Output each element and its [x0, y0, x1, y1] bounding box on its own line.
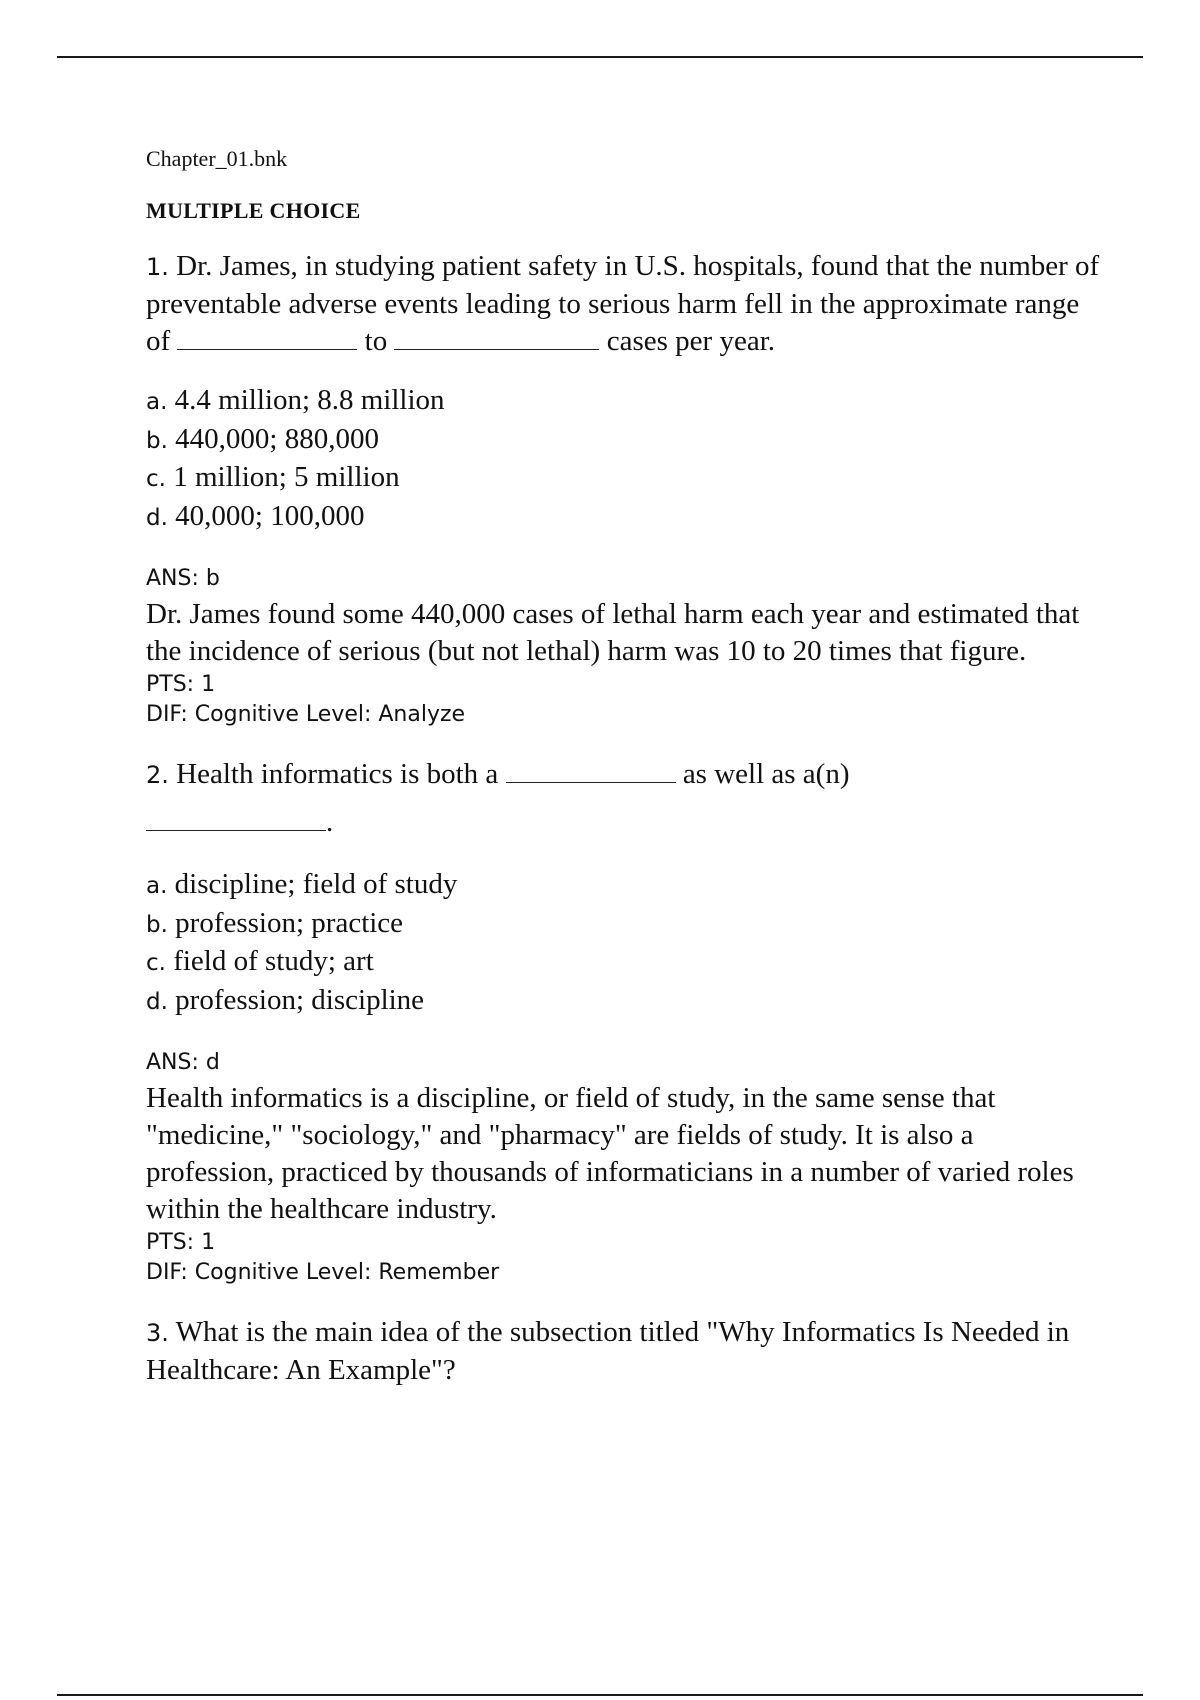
top-divider — [57, 56, 1143, 58]
question-stem-end: . — [326, 806, 334, 838]
option-letter: d. — [146, 504, 168, 531]
option-c — [146, 459, 1106, 498]
question-stem-part2: to — [364, 325, 388, 357]
question-stem — [146, 1314, 1106, 1389]
option-d — [146, 498, 1106, 537]
answer-blank-line — [146, 806, 1106, 844]
question-number: 1. — [146, 253, 169, 281]
question-stem-part2: as well as a(n) — [682, 758, 850, 790]
option-text: profession; discipline — [175, 983, 425, 1016]
question-stem-part3: cases per year. — [606, 325, 775, 357]
question-stem-part1: Health informatics is both a — [176, 758, 499, 790]
difficulty: DIF: Cognitive Level: Remember — [146, 1260, 500, 1285]
option-text: 1 million; 5 million — [173, 461, 400, 493]
option-text: field of study; art — [173, 945, 374, 977]
file-name: Chapter_01.bnk — [146, 146, 288, 171]
points: PTS: 1 — [146, 672, 216, 697]
option-letter: d. — [146, 988, 168, 1015]
option-c — [146, 943, 1106, 982]
answer-block — [146, 564, 1106, 730]
option-letter: c. — [146, 950, 166, 976]
answer-options — [146, 866, 1106, 1020]
points: PTS: 1 — [146, 1230, 216, 1255]
answer-key: ANS: b — [146, 566, 220, 591]
answer-blank — [177, 327, 357, 350]
question-stem-part1: Dr. James, in studying patient safety in U.S. hospitals, found that the number of preventable adverse events leading to serious harm fell in the approximate range of — [146, 250, 1100, 357]
section-heading: MULTIPLE CHOICE — [146, 198, 361, 223]
question-number: 3. — [146, 1319, 169, 1347]
option-text: 440,000; 880,000 — [175, 422, 379, 455]
question-stem — [146, 248, 1106, 360]
answer-key: ANS: d — [146, 1050, 220, 1075]
answer-blank — [146, 808, 326, 831]
option-letter: c. — [146, 466, 166, 492]
bottom-divider — [57, 1694, 1143, 1696]
option-letter: b. — [146, 911, 168, 938]
option-d — [146, 982, 1106, 1021]
answer-block — [146, 1048, 1106, 1288]
question-stem-text: What is the main idea of the subsection titled "Why Informatics Is Needed in Healthcare: An Example"? — [146, 1316, 1070, 1386]
rationale: Health informatics is a discipline, or field of study, in the same sense that "medicine," "sociology," and "pharmacy" are fields of study. It is also a profession, practiced by thousands of informaticians in a number of varied roles within the healthcare industry. — [146, 1082, 1074, 1225]
option-a — [146, 382, 1106, 421]
option-b — [146, 905, 1106, 944]
option-letter: a. — [146, 873, 168, 899]
option-text: profession; practice — [175, 906, 404, 939]
option-a — [146, 866, 1106, 905]
option-text: 4.4 million; 8.8 million — [174, 384, 445, 416]
rationale: Dr. James found some 440,000 cases of lethal harm each year and estimated that the incidence of serious (but not lethal) harm was 10 to 20 times that figure. — [146, 598, 1080, 667]
option-b — [146, 421, 1106, 460]
question-3 — [146, 1314, 1106, 1389]
option-text: 40,000; 100,000 — [175, 499, 365, 532]
option-text: discipline; field of study — [174, 868, 458, 900]
question-stem — [146, 756, 1106, 794]
question-number: 2. — [146, 761, 169, 789]
answer-options — [146, 382, 1106, 536]
question-1 — [146, 248, 1106, 730]
option-letter: a. — [146, 389, 168, 415]
difficulty: DIF: Cognitive Level: Analyze — [146, 702, 466, 727]
answer-blank — [394, 327, 599, 350]
answer-blank — [506, 760, 676, 783]
option-letter: b. — [146, 427, 168, 454]
document-body — [146, 144, 1106, 1415]
question-2 — [146, 756, 1106, 1288]
